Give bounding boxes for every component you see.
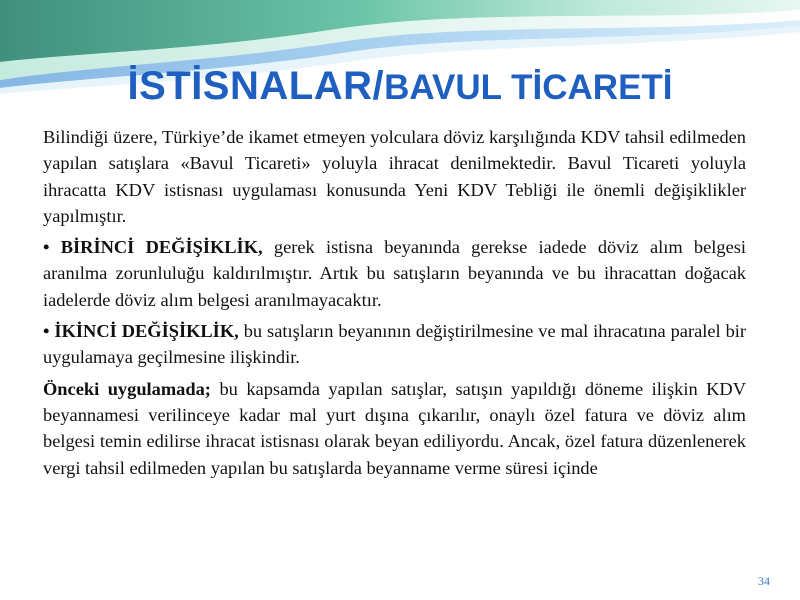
paragraph-first-change [43, 234, 746, 313]
slide-body [43, 124, 746, 486]
bullet-icon: • [43, 321, 50, 342]
paragraph-text: Bilindiği üzere, Türkiye’de ikamet etmeyen yolculara döviz karşılığında KDV tahsil edilmeden yapılan satışlara «Bavul Ticareti» yoluyla ihracat denilmektedir. Bavul Ticareti yoluyla ihracatta KDV istisnası uygulaması konusunda Yeni KDV Tebliği ile önemli değişiklikler yapılmıştır. [43, 127, 746, 226]
slide-title-part-2: BAVUL TİCARETİ [384, 68, 673, 107]
paragraph-text: bu kapsamda yapılan satışlar, satışın yapıldığı döneme ilişkin KDV beyannamesi verilinceye kadar mal yurt dışına çıkarılır, onaylı özel fatura ve döviz alım belgesi temin edilirse ihracat istisnası olarak beyan ediliyordu. Ancak, özel fatura düzenlenerek vergi tahsil edilmeden yapılan bu satışlarda beyanname verme süresi içinde [43, 378, 746, 478]
page-number: 34 [758, 574, 770, 588]
paragraph-text: gerek istisna beyanında gerekse iadede döviz alım belgesi aranılma zorunluluğu kaldırılmıştır. Artık bu satışların beyanında ve bu ihracattan doğacak iadelerde döviz alım belgesi aranılmayacaktır. [43, 237, 747, 310]
slide-title [0, 66, 800, 106]
paragraph-lead: BİRİNCİ DEĞİŞİKLİK, [60, 237, 263, 258]
paragraph-previous-practice [43, 376, 746, 481]
bullet-icon: • [43, 237, 50, 258]
paragraph-second-change [43, 318, 746, 371]
paragraph-intro [43, 124, 746, 229]
paragraph-text: bu satışların beyanının değiştirilmesine ve mal ihracatına paralel bir uygulamaya geçilmesine ilişkindir. [43, 321, 747, 368]
paragraph-lead: İKİNCİ DEĞİŞİKLİK, [54, 321, 239, 342]
paragraph-lead: Önceki uygulamada; [43, 378, 211, 399]
slide-title-part-1: İSTİSNALAR/ [127, 64, 385, 108]
